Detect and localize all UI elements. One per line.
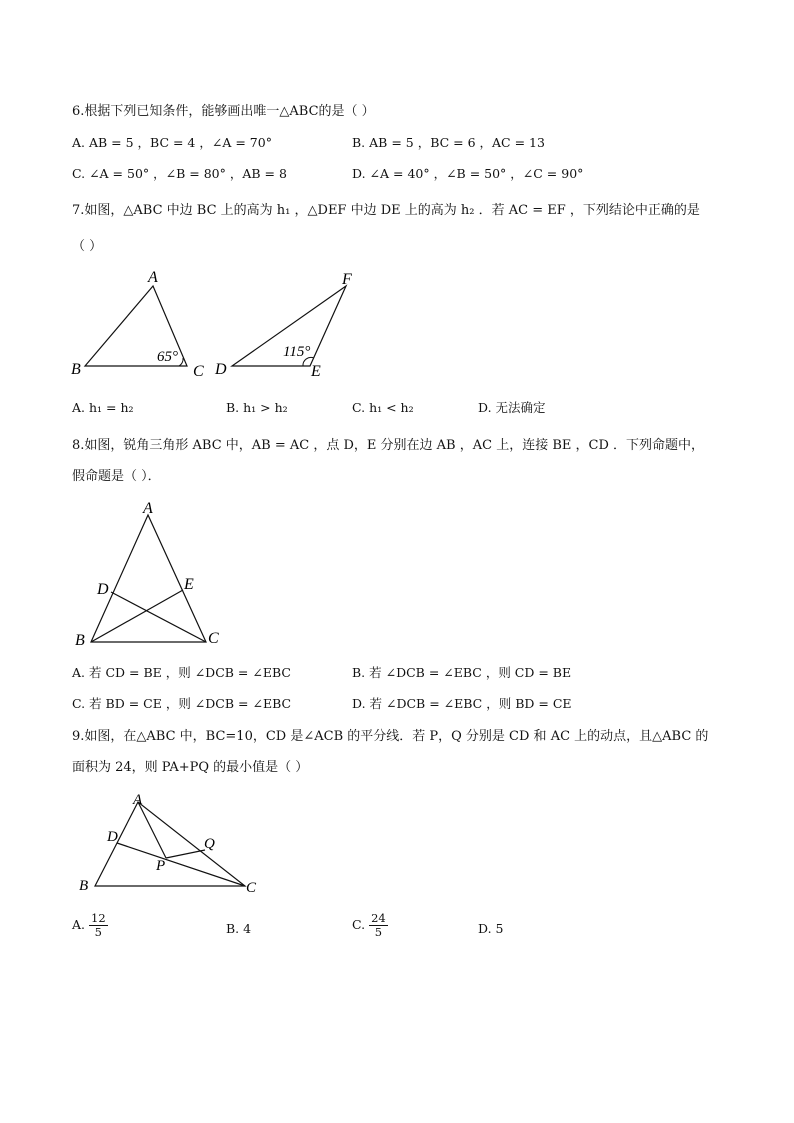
label-a: A xyxy=(148,269,158,286)
q9-stem-line2: 面积为 24，则 PA+PQ 的最小值是（ ） xyxy=(72,760,309,775)
q7-stem-line2: （ ） xyxy=(72,239,103,254)
q8-stem-line2: 假命题是（ ）． xyxy=(72,469,161,484)
q9-option-a xyxy=(72,912,108,939)
label-b: B xyxy=(79,878,89,894)
q9-option-d: D. 5 xyxy=(478,921,504,936)
label-d: D xyxy=(107,829,118,845)
q7-option-b: B. h₁ > h₂ xyxy=(226,400,288,415)
label-d: D xyxy=(97,581,109,598)
label-b: B xyxy=(75,632,85,649)
q9-option-c-prefix: C. xyxy=(352,917,366,932)
q9-option-b: B. 4 xyxy=(226,921,252,936)
label-e: E xyxy=(184,576,194,593)
label-c: C xyxy=(246,880,257,896)
angle-115-label: 115° xyxy=(283,344,311,360)
segment-cd xyxy=(117,843,245,886)
segment-pq xyxy=(166,850,205,858)
q8-option-c: C. 若 BD = CE ，则 ∠DCB = ∠EBC xyxy=(72,696,292,711)
q6-option-a: A. AB = 5 ，BC = 4 ，∠A = 70° xyxy=(72,135,272,150)
q6-option-c: C. ∠A = 50° ，∠B = 80° ，AB = 8 xyxy=(72,166,287,181)
angle-c-arc xyxy=(179,358,183,366)
label-p: P xyxy=(156,858,166,874)
q9-option-c-fraction xyxy=(369,912,388,939)
q9-triangle-figure xyxy=(70,788,270,896)
label-e: E xyxy=(311,363,321,380)
q8-option-a: A. 若 CD = BE ，则 ∠DCB = ∠EBC xyxy=(72,665,291,680)
q8-stem-line1: 8.如图，锐角三角形 ABC 中，AB = AC ，点 D，E 分别在边 AB ，AC 上，连接 BE ，CD ．下列命题中， xyxy=(72,438,705,453)
label-b: B xyxy=(71,361,81,378)
q7-triangles-figure xyxy=(65,262,375,382)
q9-option-a-prefix: A. xyxy=(72,917,86,932)
label-c: C xyxy=(208,630,219,647)
angle-65-label: 65° xyxy=(157,349,178,365)
fraction-numerator: 24 xyxy=(371,911,386,925)
label-q: Q xyxy=(204,836,215,852)
label-f: F xyxy=(342,271,352,288)
q7-option-d: D. 无法确定 xyxy=(478,400,546,415)
q7-option-a: A. h₁ = h₂ xyxy=(72,400,134,415)
label-c: C xyxy=(193,363,204,380)
q9-option-c xyxy=(352,912,388,939)
segment-cd xyxy=(111,592,206,642)
q6-stem: 6.根据下列已知条件，能够画出唯一△ABC的是（ ） xyxy=(72,104,375,119)
fraction-numerator: 12 xyxy=(91,911,106,925)
fraction-denominator: 5 xyxy=(374,925,383,939)
q8-isosceles-figure xyxy=(65,495,235,655)
q9-option-a-fraction xyxy=(89,912,108,939)
q8-option-d: D. 若 ∠DCB = ∠EBC ，则 BD = CE xyxy=(352,696,572,711)
q7-option-c: C. h₁ < h₂ xyxy=(352,400,414,415)
q9-stem-line1: 9.如图，在△ABC 中，BC=10，CD 是∠ACB 的平分线．若 P，Q 分别是 CD 和 AC 上的动点，且△ABC 的 xyxy=(72,729,709,744)
label-a: A xyxy=(133,792,143,808)
q6-option-b: B. AB = 5 ，BC = 6 ，AC = 13 xyxy=(352,135,545,150)
label-a: A xyxy=(143,500,153,517)
fraction-denominator: 5 xyxy=(94,925,102,939)
segment-pa xyxy=(138,802,166,858)
q6-option-d: D. ∠A = 40° ，∠B = 50° ，∠C = 90° xyxy=(352,166,584,181)
label-d: D xyxy=(215,361,227,378)
q8-option-b: B. 若 ∠DCB = ∠EBC ，则 CD = BE xyxy=(352,665,572,680)
q7-stem-line1: 7.如图，△ABC 中边 BC 上的高为 h₁ ，△DEF 中边 DE 上的高为 h₂ ．若 AC = EF ，下列结论中正确的是 xyxy=(72,203,700,218)
